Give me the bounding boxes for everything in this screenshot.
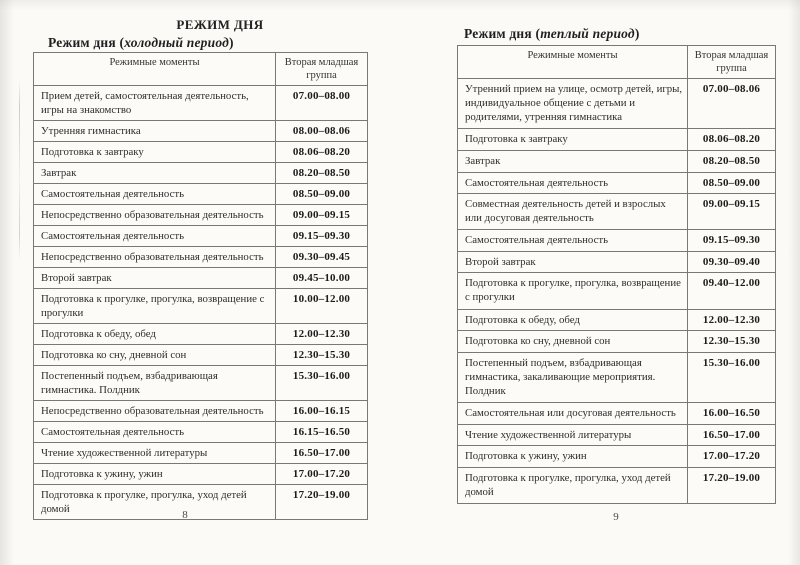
table-row [458, 424, 776, 446]
time-cell: 07.00–08.00 [276, 86, 368, 121]
table-row [34, 443, 368, 464]
time-cell: 10.00–12.00 [276, 289, 368, 324]
time-cell: 08.00–08.06 [276, 121, 368, 142]
time-cell: 17.00–17.20 [688, 446, 776, 468]
activity-cell: Подготовка к прогулке, прогулка, уход детей домой [458, 467, 688, 503]
table-row [34, 464, 368, 485]
table-row [458, 151, 776, 173]
table-row [458, 352, 776, 402]
column-header-moments: Режимные моменты [458, 46, 688, 79]
time-cell: 15.30–16.00 [688, 352, 776, 402]
activity-cell: Совместная деятельность детей и взрослых или досуговая деятельность [458, 194, 688, 230]
time-cell: 09.30–09.45 [276, 247, 368, 268]
table-row [34, 121, 368, 142]
section-title-warm-period [464, 26, 640, 42]
time-cell: 16.00–16.15 [276, 401, 368, 422]
activity-cell: Завтрак [34, 163, 276, 184]
activity-cell: Завтрак [458, 151, 688, 173]
activity-cell: Самостоятельная деятельность [34, 226, 276, 247]
time-cell: 09.30–09.40 [688, 251, 776, 273]
table-header-row [458, 46, 776, 79]
activity-cell: Второй завтрак [458, 251, 688, 273]
table-header-row [34, 53, 368, 86]
section-title-cold-period [48, 35, 234, 51]
table-row [34, 205, 368, 226]
time-cell: 15.30–16.00 [276, 366, 368, 401]
time-cell: 17.00–17.20 [276, 464, 368, 485]
table-row [458, 273, 776, 309]
table-row [34, 268, 368, 289]
time-cell: 12.30–15.30 [276, 345, 368, 366]
section-title-suffix: ) [634, 26, 640, 41]
activity-cell: Чтение художественной литературы [34, 443, 276, 464]
activity-cell: Подготовка к обеду, обед [34, 324, 276, 345]
page-right [400, 0, 800, 565]
time-cell: 08.20–08.50 [688, 151, 776, 173]
table-row [458, 129, 776, 151]
activity-cell: Подготовка ко сну, дневной сон [34, 345, 276, 366]
page-number-right: 9 [613, 511, 619, 523]
section-title-period: холодный период [124, 35, 229, 50]
activity-cell: Самостоятельная или досуговая деятельность [458, 403, 688, 425]
time-cell: 12.00–12.30 [688, 309, 776, 331]
time-cell: 16.15–16.50 [276, 422, 368, 443]
table-row [34, 345, 368, 366]
table-row [458, 230, 776, 252]
time-cell: 08.20–08.50 [276, 163, 368, 184]
activity-cell: Подготовка к ужину, ужин [458, 446, 688, 468]
table-row [34, 142, 368, 163]
table-row [34, 401, 368, 422]
time-cell: 08.06–08.20 [276, 142, 368, 163]
table-row [34, 324, 368, 345]
time-cell: 09.40–12.00 [688, 273, 776, 309]
activity-cell: Подготовка к завтраку [34, 142, 276, 163]
section-title-prefix: Режим дня ( [48, 35, 125, 50]
time-cell: 12.00–12.30 [276, 324, 368, 345]
activity-cell: Подготовка ко сну, дневной сон [458, 331, 688, 353]
table-row [34, 86, 368, 121]
table-row [34, 366, 368, 401]
table-row [458, 251, 776, 273]
table-row [458, 309, 776, 331]
table-row [458, 331, 776, 353]
schedule-table-warm-period [457, 45, 775, 504]
activity-cell: Постепенный подъем, взбадривающая гимнастика, закаливающие мероприятия. Полдник [458, 352, 688, 402]
activity-cell: Чтение художественной литературы [458, 424, 688, 446]
activity-cell: Непосредственно образовательная деятельность [34, 401, 276, 422]
table-row [34, 226, 368, 247]
activity-cell: Непосредственно образовательная деятельность [34, 247, 276, 268]
activity-cell: Подготовка к завтраку [458, 129, 688, 151]
column-header-moments: Режимные моменты [34, 53, 276, 86]
time-cell: 16.50–17.00 [276, 443, 368, 464]
activity-cell: Подготовка к прогулке, прогулка, уход детей домой [34, 485, 276, 520]
activity-cell: Самостоятельная деятельность [34, 184, 276, 205]
time-cell: 08.50–09.00 [688, 172, 776, 194]
table-row [458, 194, 776, 230]
activity-cell: Подготовка к обеду, обед [458, 309, 688, 331]
activity-cell: Непосредственно образовательная деятельность [34, 205, 276, 226]
section-title-suffix: ) [229, 35, 234, 50]
activity-cell: Утренний прием на улице, осмотр детей, игры, индивидуальное общение с детьми и родителями, утренняя гимнастика [458, 79, 688, 129]
time-cell: 07.00–08.06 [688, 79, 776, 129]
activity-cell: Подготовка к прогулке, прогулка, возвращение с прогулки [34, 289, 276, 324]
activity-cell: Утренняя гимнастика [34, 121, 276, 142]
activity-cell: Прием детей, самостоятельная деятельность, игры на знакомство [34, 86, 276, 121]
time-cell: 08.50–09.00 [276, 184, 368, 205]
activity-cell: Самостоятельная деятельность [34, 422, 276, 443]
activity-cell: Постепенный подъем, взбадривающая гимнастика. Полдник [34, 366, 276, 401]
table-row [34, 422, 368, 443]
time-cell: 09.15–09.30 [688, 230, 776, 252]
section-title-period: теплый период [540, 26, 635, 41]
table-row [34, 163, 368, 184]
scan-edge-artifact [19, 80, 20, 260]
activity-cell: Подготовка к прогулке, прогулка, возвращение с прогулки [458, 273, 688, 309]
time-cell: 12.30–15.30 [688, 331, 776, 353]
section-title-prefix: Режим дня ( [464, 26, 541, 41]
table-row [34, 289, 368, 324]
table-row [458, 79, 776, 129]
activity-cell: Второй завтрак [34, 268, 276, 289]
table-row [34, 184, 368, 205]
schedule-table-cold-period [33, 52, 367, 515]
column-header-group: Вторая младшая группа [276, 53, 368, 86]
doc-title: РЕЖИМ ДНЯ [176, 17, 264, 32]
time-cell: 16.50–17.00 [688, 424, 776, 446]
table-row [34, 247, 368, 268]
table-row [458, 446, 776, 468]
column-header-group: Вторая младшая группа [688, 46, 776, 79]
time-cell: 17.20–19.00 [276, 485, 368, 520]
page-number-left: 8 [182, 509, 188, 521]
table-row [458, 172, 776, 194]
time-cell: 09.00–09.15 [276, 205, 368, 226]
table-row [458, 403, 776, 425]
table-row [458, 467, 776, 503]
time-cell: 17.20–19.00 [688, 467, 776, 503]
time-cell: 08.06–08.20 [688, 129, 776, 151]
activity-cell: Подготовка к ужину, ужин [34, 464, 276, 485]
activity-cell: Самостоятельная деятельность [458, 172, 688, 194]
activity-cell: Самостоятельная деятельность [458, 230, 688, 252]
time-cell: 09.15–09.30 [276, 226, 368, 247]
time-cell: 09.45–10.00 [276, 268, 368, 289]
time-cell: 16.00–16.50 [688, 403, 776, 425]
time-cell: 09.00–09.15 [688, 194, 776, 230]
